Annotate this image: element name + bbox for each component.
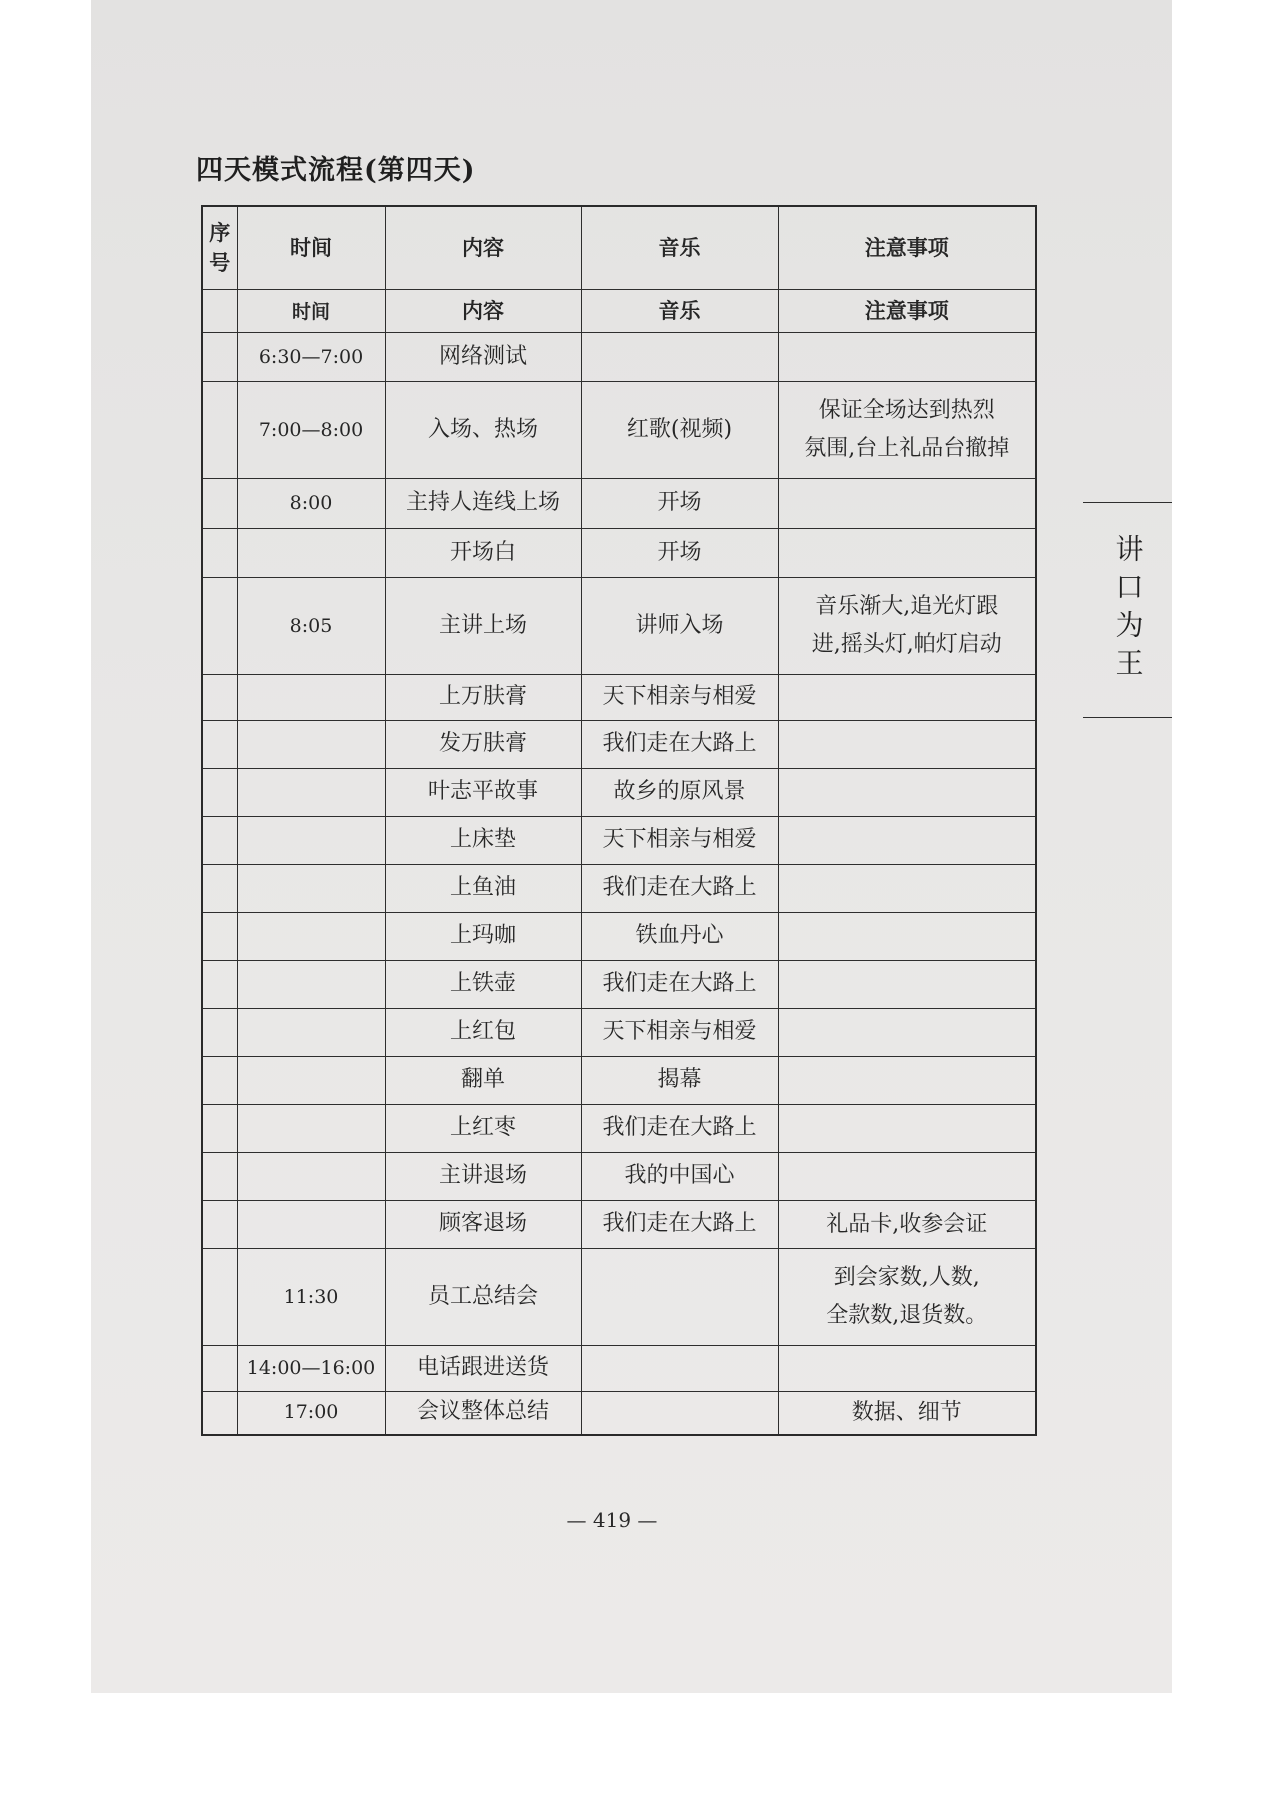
table-cell-music bbox=[581, 1105, 778, 1153]
cell-text-music: 天下相亲与相爱 bbox=[602, 827, 757, 853]
table-cell-music bbox=[581, 382, 778, 479]
header-label-music: 音乐 bbox=[658, 235, 701, 261]
table-cell-content bbox=[385, 1346, 581, 1392]
cell-text-content: 叶志平故事 bbox=[427, 779, 538, 805]
table-cell-content bbox=[385, 865, 581, 913]
table-row bbox=[202, 1201, 1036, 1249]
cell-text-content: 主讲退场 bbox=[438, 1163, 527, 1189]
table-cell-music bbox=[581, 1249, 778, 1346]
table-cell-time bbox=[237, 382, 385, 479]
cell-text-music: 音乐 bbox=[658, 298, 701, 324]
table-cell-time bbox=[237, 865, 385, 913]
table-row bbox=[202, 290, 1036, 333]
table-cell-music bbox=[581, 817, 778, 865]
table-row bbox=[202, 333, 1036, 382]
cell-text-time: 时间 bbox=[291, 301, 330, 324]
table-cell-seq bbox=[202, 382, 237, 479]
cell-text-music: 我们走在大路上 bbox=[602, 1115, 757, 1141]
cell-text-time: 8:05 bbox=[289, 614, 333, 637]
table-cell-content bbox=[385, 1153, 581, 1201]
table-row bbox=[202, 578, 1036, 675]
table-cell-seq bbox=[202, 1105, 237, 1153]
table-cell-music bbox=[581, 1057, 778, 1105]
header-cell-note bbox=[778, 206, 1036, 290]
table-cell-note bbox=[778, 961, 1036, 1009]
note-line: 保证全场达到热烈 bbox=[818, 398, 995, 423]
cell-text-music: 讲师入场 bbox=[635, 612, 724, 638]
table-cell-content bbox=[385, 529, 581, 578]
table-cell-time bbox=[237, 578, 385, 675]
table-cell-time bbox=[237, 961, 385, 1009]
page-number: — 419 — bbox=[566, 1508, 658, 1532]
note-line: 到会家数,人数, bbox=[833, 1265, 980, 1290]
cell-text-music: 我们走在大路上 bbox=[602, 731, 757, 757]
cell-text-music: 我们走在大路上 bbox=[602, 1211, 757, 1237]
table-cell-music bbox=[581, 675, 778, 721]
cell-text-music: 开场 bbox=[657, 490, 702, 516]
cell-text-content: 电话跟进送货 bbox=[416, 1355, 549, 1381]
table-cell-content bbox=[385, 578, 581, 675]
table-cell-note bbox=[778, 913, 1036, 961]
header-cell-music bbox=[581, 206, 778, 290]
table-cell-time bbox=[237, 817, 385, 865]
table-cell-seq bbox=[202, 1153, 237, 1201]
note-line: 礼品卡,收参会证 bbox=[826, 1211, 988, 1237]
schedule-table bbox=[201, 205, 1037, 1436]
table-cell-content bbox=[385, 1201, 581, 1249]
table-cell-content bbox=[385, 382, 581, 479]
table-cell-content bbox=[385, 961, 581, 1009]
note-line: 音乐渐大,追光灯跟 bbox=[815, 594, 999, 619]
table-row bbox=[202, 817, 1036, 865]
cell-text-music: 天下相亲与相爱 bbox=[602, 1019, 757, 1045]
cell-text-music: 红歌(视频) bbox=[626, 416, 733, 442]
table-cell-content bbox=[385, 479, 581, 529]
cell-text-music: 天下相亲与相爱 bbox=[602, 684, 757, 710]
table-row bbox=[202, 1057, 1036, 1105]
table-cell-note bbox=[778, 1346, 1036, 1392]
table-cell-seq bbox=[202, 578, 237, 675]
table-row bbox=[202, 1346, 1036, 1392]
table-row bbox=[202, 675, 1036, 721]
table-cell-content bbox=[385, 913, 581, 961]
note-line: 进,摇头灯,帕灯启动 bbox=[811, 632, 1002, 657]
table-cell-music bbox=[581, 479, 778, 529]
table-cell-time bbox=[237, 1009, 385, 1057]
table-row bbox=[202, 382, 1036, 479]
table-cell-time bbox=[237, 1346, 385, 1392]
table-cell-time bbox=[237, 1105, 385, 1153]
cell-text-content: 会议整体总结 bbox=[416, 1399, 549, 1425]
table-cell-seq bbox=[202, 1392, 237, 1435]
table-cell-seq bbox=[202, 769, 237, 817]
cell-text-content: 翻单 bbox=[460, 1067, 505, 1093]
table-cell-note bbox=[778, 1009, 1036, 1057]
table-cell-time bbox=[237, 721, 385, 769]
table-cell-time bbox=[237, 529, 385, 578]
table-cell-note bbox=[778, 1057, 1036, 1105]
table-cell-seq bbox=[202, 290, 237, 333]
table-cell-note bbox=[778, 769, 1036, 817]
table-cell-music bbox=[581, 865, 778, 913]
table-row bbox=[202, 529, 1036, 578]
cell-text-time: 17:00 bbox=[283, 1401, 339, 1424]
table-cell-note bbox=[778, 333, 1036, 382]
header-label-time: 时间 bbox=[290, 235, 332, 261]
cell-text-content: 网络测试 bbox=[438, 343, 527, 369]
table-cell-note bbox=[778, 1201, 1036, 1249]
note-line: 数据、细节 bbox=[851, 1399, 962, 1425]
table-cell-note bbox=[778, 290, 1036, 333]
cell-text-content: 上红包 bbox=[449, 1019, 516, 1045]
table-cell-note bbox=[778, 578, 1036, 675]
table-cell-content bbox=[385, 1392, 581, 1435]
table-cell-music bbox=[581, 769, 778, 817]
table-row bbox=[202, 1009, 1036, 1057]
table-cell-seq bbox=[202, 1346, 237, 1392]
table-cell-seq bbox=[202, 913, 237, 961]
table-cell-content bbox=[385, 769, 581, 817]
table-cell-music bbox=[581, 721, 778, 769]
table-cell-content bbox=[385, 290, 581, 333]
cell-text-music: 故乡的原风景 bbox=[613, 779, 746, 805]
cell-text-time: 6:30—7:00 bbox=[258, 345, 364, 368]
cell-text-content: 上床垫 bbox=[449, 827, 516, 853]
table-cell-music bbox=[581, 1153, 778, 1201]
cell-text-music: 我们走在大路上 bbox=[602, 875, 757, 901]
table-cell-time bbox=[237, 1392, 385, 1435]
table-body bbox=[202, 290, 1036, 1435]
table-cell-time bbox=[237, 1249, 385, 1346]
header-label-content: 内容 bbox=[462, 235, 504, 261]
table-row bbox=[202, 865, 1036, 913]
side-section-label bbox=[1083, 502, 1172, 718]
table-cell-seq bbox=[202, 1201, 237, 1249]
cell-text-content: 内容 bbox=[462, 298, 504, 324]
table-cell-time bbox=[237, 675, 385, 721]
cell-text-music: 我的中国心 bbox=[624, 1163, 735, 1189]
table-cell-note bbox=[778, 1392, 1036, 1435]
table-cell-time bbox=[237, 1153, 385, 1201]
table-cell-music bbox=[581, 961, 778, 1009]
table-cell-seq bbox=[202, 1009, 237, 1057]
table-cell-music bbox=[581, 1392, 778, 1435]
table-cell-seq bbox=[202, 675, 237, 721]
cell-text-music: 我们走在大路上 bbox=[602, 971, 757, 997]
table-cell-seq bbox=[202, 817, 237, 865]
table-cell-time bbox=[237, 479, 385, 529]
table-cell-seq bbox=[202, 333, 237, 382]
table-row bbox=[202, 1249, 1036, 1346]
table-row bbox=[202, 1392, 1036, 1435]
cell-text-content: 上铁壶 bbox=[449, 971, 516, 997]
cell-text-time: 7:00—8:00 bbox=[258, 418, 364, 441]
table-cell-music bbox=[581, 578, 778, 675]
table-cell-note bbox=[778, 382, 1036, 479]
table-row bbox=[202, 1105, 1036, 1153]
table-cell-note bbox=[778, 1249, 1036, 1346]
table-row bbox=[202, 769, 1036, 817]
cell-text-music: 铁血丹心 bbox=[635, 923, 724, 949]
table-cell-content bbox=[385, 1057, 581, 1105]
table-cell-seq bbox=[202, 1057, 237, 1105]
table-cell-music bbox=[581, 290, 778, 333]
table-cell-music bbox=[581, 529, 778, 578]
table-cell-seq bbox=[202, 865, 237, 913]
table-cell-note bbox=[778, 529, 1036, 578]
table-cell-seq bbox=[202, 721, 237, 769]
table-cell-music bbox=[581, 333, 778, 382]
table-row bbox=[202, 479, 1036, 529]
table-cell-content bbox=[385, 1105, 581, 1153]
cell-text-content: 入场、热场 bbox=[427, 416, 538, 442]
cell-text-content: 上玛咖 bbox=[449, 923, 516, 949]
cell-text-time: 8:00 bbox=[289, 492, 333, 515]
header-label-seq: 序号 bbox=[209, 219, 231, 275]
table-cell-seq bbox=[202, 529, 237, 578]
table-cell-note bbox=[778, 1105, 1036, 1153]
table-header-row bbox=[202, 206, 1036, 290]
table-cell-seq bbox=[202, 1249, 237, 1346]
cell-text-content: 开场白 bbox=[449, 539, 516, 565]
cell-text-content: 上红枣 bbox=[449, 1115, 516, 1141]
table-cell-music bbox=[581, 1201, 778, 1249]
header-cell-time bbox=[237, 206, 385, 290]
table-cell-seq bbox=[202, 961, 237, 1009]
header-cell-content bbox=[385, 206, 581, 290]
table-cell-time bbox=[237, 1201, 385, 1249]
page-title: 四天模式流程(第四天) bbox=[196, 155, 476, 186]
cell-text-content: 顾客退场 bbox=[438, 1211, 527, 1237]
table-cell-note bbox=[778, 1153, 1036, 1201]
table-cell-time bbox=[237, 913, 385, 961]
side-label-text: 讲口为王 bbox=[1111, 534, 1145, 686]
table-cell-note bbox=[778, 675, 1036, 721]
table-row bbox=[202, 1153, 1036, 1201]
table-cell-content bbox=[385, 1009, 581, 1057]
cell-text-time: 14:00—16:00 bbox=[246, 1357, 376, 1380]
table-cell-time bbox=[237, 1057, 385, 1105]
table-cell-seq bbox=[202, 479, 237, 529]
table-cell-music bbox=[581, 1346, 778, 1392]
table-row bbox=[202, 961, 1036, 1009]
cell-text-content: 发万肤膏 bbox=[438, 731, 527, 757]
table-cell-time bbox=[237, 290, 385, 333]
cell-text-content: 主持人连线上场 bbox=[405, 490, 560, 516]
table-cell-music bbox=[581, 913, 778, 961]
cell-text-content: 主讲上场 bbox=[438, 612, 527, 638]
cell-text-time: 11:30 bbox=[283, 1285, 339, 1308]
table-row bbox=[202, 721, 1036, 769]
table-cell-time bbox=[237, 769, 385, 817]
table-cell-content bbox=[385, 1249, 581, 1346]
cell-text-music: 开场 bbox=[657, 539, 702, 565]
table-cell-content bbox=[385, 675, 581, 721]
table-cell-content bbox=[385, 721, 581, 769]
note-line: 注意事项 bbox=[864, 298, 949, 323]
table-row bbox=[202, 913, 1036, 961]
table-cell-note bbox=[778, 865, 1036, 913]
note-line: 全款数,退货数。 bbox=[826, 1303, 988, 1328]
table-cell-note bbox=[778, 817, 1036, 865]
table-cell-content bbox=[385, 333, 581, 382]
header-cell-seq bbox=[202, 206, 237, 290]
cell-text-content: 上鱼油 bbox=[449, 875, 516, 901]
cell-text-content: 上万肤膏 bbox=[438, 684, 527, 710]
table-cell-note bbox=[778, 721, 1036, 769]
table-cell-time bbox=[237, 333, 385, 382]
table-cell-note bbox=[778, 479, 1036, 529]
cell-text-content: 员工总结会 bbox=[427, 1283, 538, 1309]
note-line: 氛围,台上礼品台撤掉 bbox=[804, 436, 1010, 461]
table-cell-music bbox=[581, 1009, 778, 1057]
header-label-note: 注意事项 bbox=[864, 235, 949, 261]
cell-text-music: 揭幕 bbox=[657, 1067, 702, 1093]
table-cell-content bbox=[385, 817, 581, 865]
